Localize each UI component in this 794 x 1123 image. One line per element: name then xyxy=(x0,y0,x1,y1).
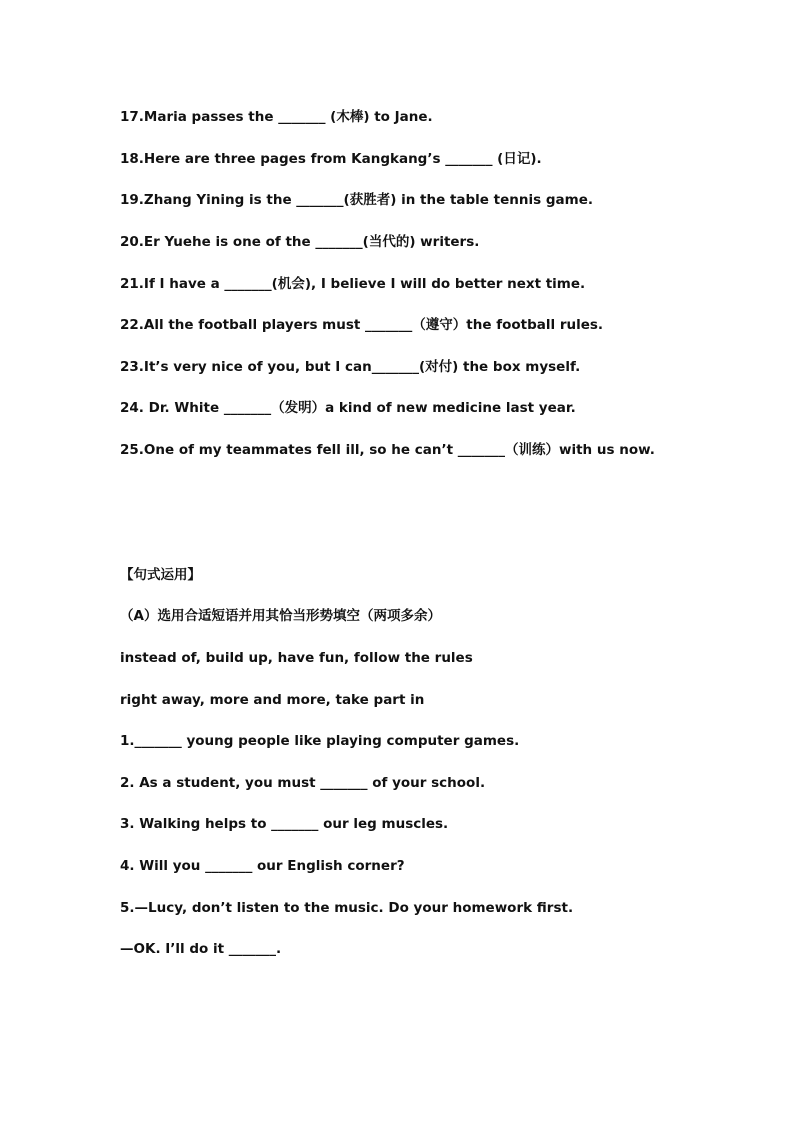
question-18: 18.Here are three pages from Kangkang’s _______ (日记). xyxy=(120,151,542,167)
exercise-3: 3. Walking helps to _______ our leg muscles. xyxy=(120,816,449,832)
question-19: 19.Zhang Yining is the _______(获胜者) in the table tennis game. xyxy=(120,192,593,208)
section-instruction: （A）选用合适短语并用其恰当形势填空（两项多余） xyxy=(120,608,441,624)
exercise-5-question: 5.—Lucy, don’t listen to the music. Do your homework first. xyxy=(120,900,574,916)
question-20: 20.Er Yuehe is one of the _______(当代的) writers. xyxy=(120,234,480,250)
question-22: 22.All the football players must _______（遵守）the football rules. xyxy=(120,317,604,333)
section-heading: 【句式运用】 xyxy=(120,567,201,583)
exercise-1: 1._______ young people like playing computer games. xyxy=(120,733,520,749)
exercise-2: 2. As a student, you must _______ of your school. xyxy=(120,775,486,791)
question-24: 24. Dr. White _______（发明）a kind of new medicine last year. xyxy=(120,400,576,416)
exercise-4: 4. Will you _______ our English corner? xyxy=(120,858,405,874)
phrase-bank-line-2: right away, more and more, take part in xyxy=(120,692,425,708)
question-23: 23.It’s very nice of you, but I can_______(对付) the box myself. xyxy=(120,359,581,375)
question-21: 21.If I have a _______(机会), I believe I will do better next time. xyxy=(120,276,586,292)
question-17: 17.Maria passes the _______ (木棒) to Jane. xyxy=(120,109,433,125)
phrase-bank-line-1: instead of, build up, have fun, follow the rules xyxy=(120,650,473,666)
question-25: 25.One of my teammates fell ill, so he can’t _______（训练）with us now. xyxy=(120,442,655,458)
exercise-5-answer: —OK. I’ll do it _______. xyxy=(120,941,282,957)
